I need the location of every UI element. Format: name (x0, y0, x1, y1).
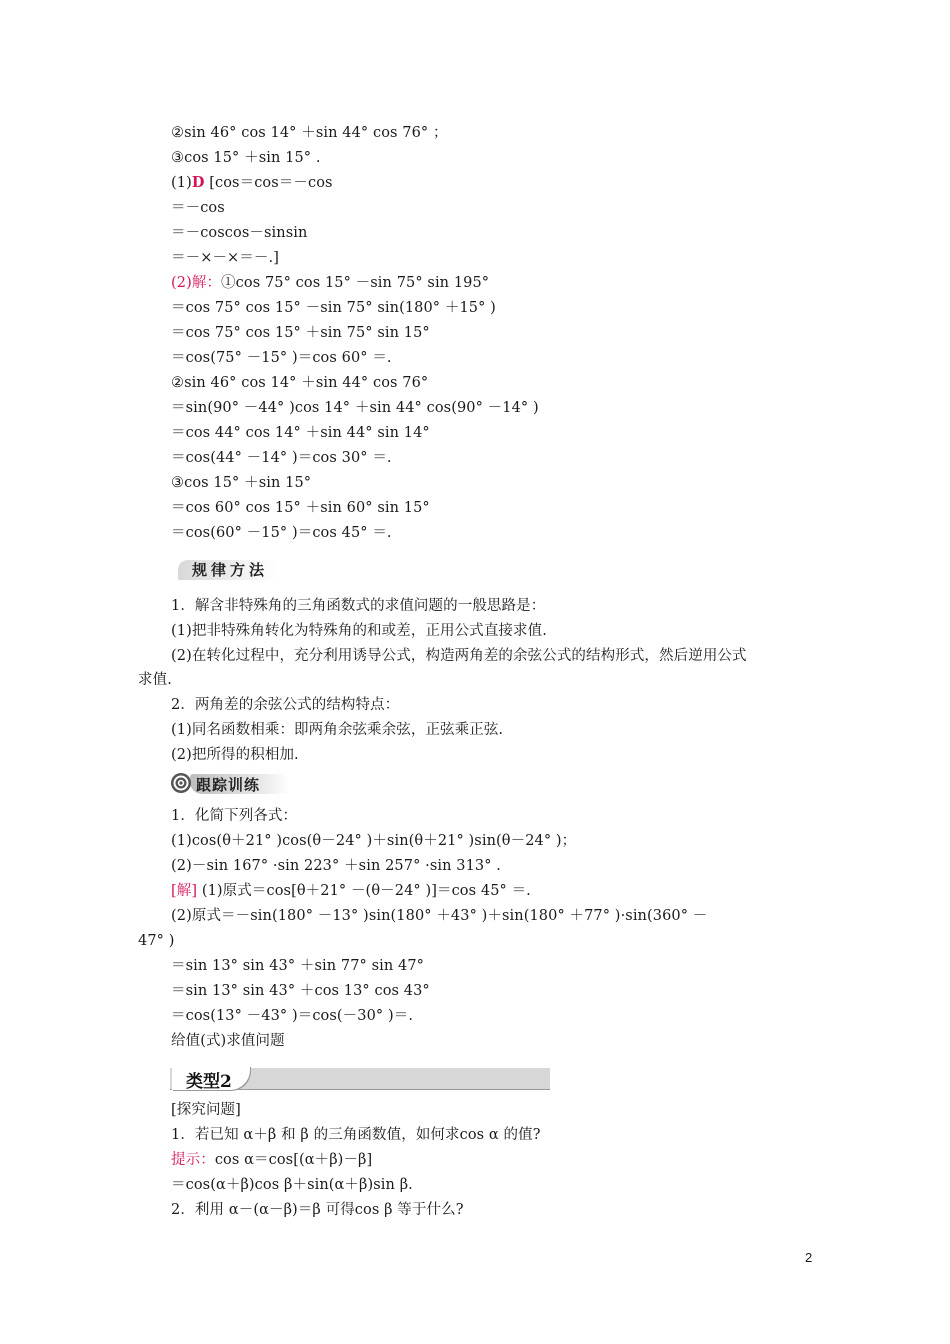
text-line: ＝－cos (171, 200, 225, 216)
text-line: ＝－×－×＝－.] (171, 250, 279, 266)
text-line: 47° ) (138, 933, 175, 949)
text-line: ＝cos(13° －43° )＝cos(－30° )＝. (171, 1008, 414, 1024)
text-line: [探究问题] (171, 1102, 241, 1118)
target-icon (170, 772, 192, 794)
answer-line (171, 173, 333, 193)
text-line: (1)同名函数相乘：即两角余弦乘余弦，正弦乘正弦. (171, 722, 504, 738)
text-line: (2)－sin 167° ·sin 223° ＋sin 257° ·sin 313° . (171, 858, 502, 874)
text-line: (2)在转化过程中，充分利用诱导公式，构造两角差的余弦公式的结构形式，然后逆用公式 (171, 648, 747, 664)
solution-text: ①cos 75° cos 15° －sin 75° sin 195° (221, 275, 490, 291)
solution-line (171, 273, 489, 293)
text-line: (2)把所得的积相加. (171, 747, 299, 763)
hint-text: cos α＝cos[(α＋β)－β] (214, 1152, 373, 1168)
answer-text: [cos＝cos＝－cos (204, 175, 333, 191)
section-heading: 给值(式)求值问题 (171, 1033, 285, 1049)
text-line: 2．利用 α－(α－β)＝β 可得cos β 等于什么? (171, 1202, 464, 1218)
text-line: 2．两角差的余弦公式的结构特点： (171, 697, 400, 713)
text-line: ③cos 15° ＋sin 15° . (171, 150, 321, 166)
text-line: ＝cos 60° cos 15° ＋sin 60° sin 15° (171, 500, 430, 516)
text-line: ②sin 46° cos 14° ＋sin 44° cos 76° ； (171, 125, 448, 141)
answer-letter: D (191, 174, 205, 191)
text-line: ＝－coscos－sinsin (171, 225, 308, 241)
training-banner-title: 跟踪训练 (196, 776, 261, 794)
text-line: ＝cos(α＋β)cos β＋sin(α＋β)sin β. (171, 1177, 413, 1193)
text-line: 求值. (138, 672, 172, 688)
text-line: ＝cos(60° －15° )＝cos 45° ＝. (171, 525, 392, 541)
text-line: (1)把非特殊角转化为特殊角的和或差，正用公式直接求值. (171, 623, 547, 639)
text-line: (1)cos(θ＋21° )cos(θ－24° )＋sin(θ＋21° )sin(θ－24° )； (171, 833, 577, 849)
text-line: ②sin 46° cos 14° ＋sin 44° cos 76° (171, 375, 429, 391)
hint-line (171, 1150, 372, 1170)
text-line: 1．若已知 α＋β 和 β 的三角函数值，如何求cos α 的值? (171, 1127, 541, 1143)
text-line: ＝sin 13° sin 43° ＋sin 77° sin 47° (171, 958, 425, 974)
training-banner (170, 771, 292, 797)
text-line: ＝sin 13° sin 43° ＋cos 13° cos 43° (171, 983, 430, 999)
method-banner (178, 557, 278, 581)
type-banner-title: 类型2 (186, 1072, 232, 1092)
solution-text: (1)原式＝cos[θ＋21° －(θ－24° )]＝cos 45° ＝. (197, 883, 531, 899)
text-line: (2)原式＝－sin(180° －13° )sin(180° ＋43° )＋sin(180° ＋77° )·sin(360° － (171, 908, 708, 924)
text-line: ＝cos 75° cos 15° ＋sin 75° sin 15° (171, 325, 430, 341)
solution-line (171, 881, 531, 901)
text-line: 1．化简下列各式： (171, 808, 298, 824)
method-banner-title: 规律方法 (192, 561, 269, 579)
text-line: ＝sin(90° －44° )cos 14° ＋sin 44° cos(90° －14° ) (171, 400, 539, 416)
text-line: ＝cos(75° －15° )＝cos 60° ＝. (171, 350, 392, 366)
text-line: 1．解含非特殊角的三角函数式的求值问题的一般思路是： (171, 598, 546, 614)
text-line: ＝cos 44° cos 14° ＋sin 44° sin 14° (171, 425, 430, 441)
type-banner (170, 1066, 550, 1092)
text-line: ＝cos 75° cos 15° －sin 75° sin(180° ＋15° ) (171, 300, 496, 316)
answer-label: (1) (171, 175, 192, 191)
text-line: ③cos 15° ＋sin 15° (171, 475, 312, 491)
text-line: ＝cos(44° －14° )＝cos 30° ＝. (171, 450, 392, 466)
hint-label: 提示： (171, 1152, 215, 1168)
page-number: 2 (805, 1250, 813, 1265)
solution-label: [解] (171, 883, 198, 899)
solution-label: (2)解： (171, 275, 222, 291)
